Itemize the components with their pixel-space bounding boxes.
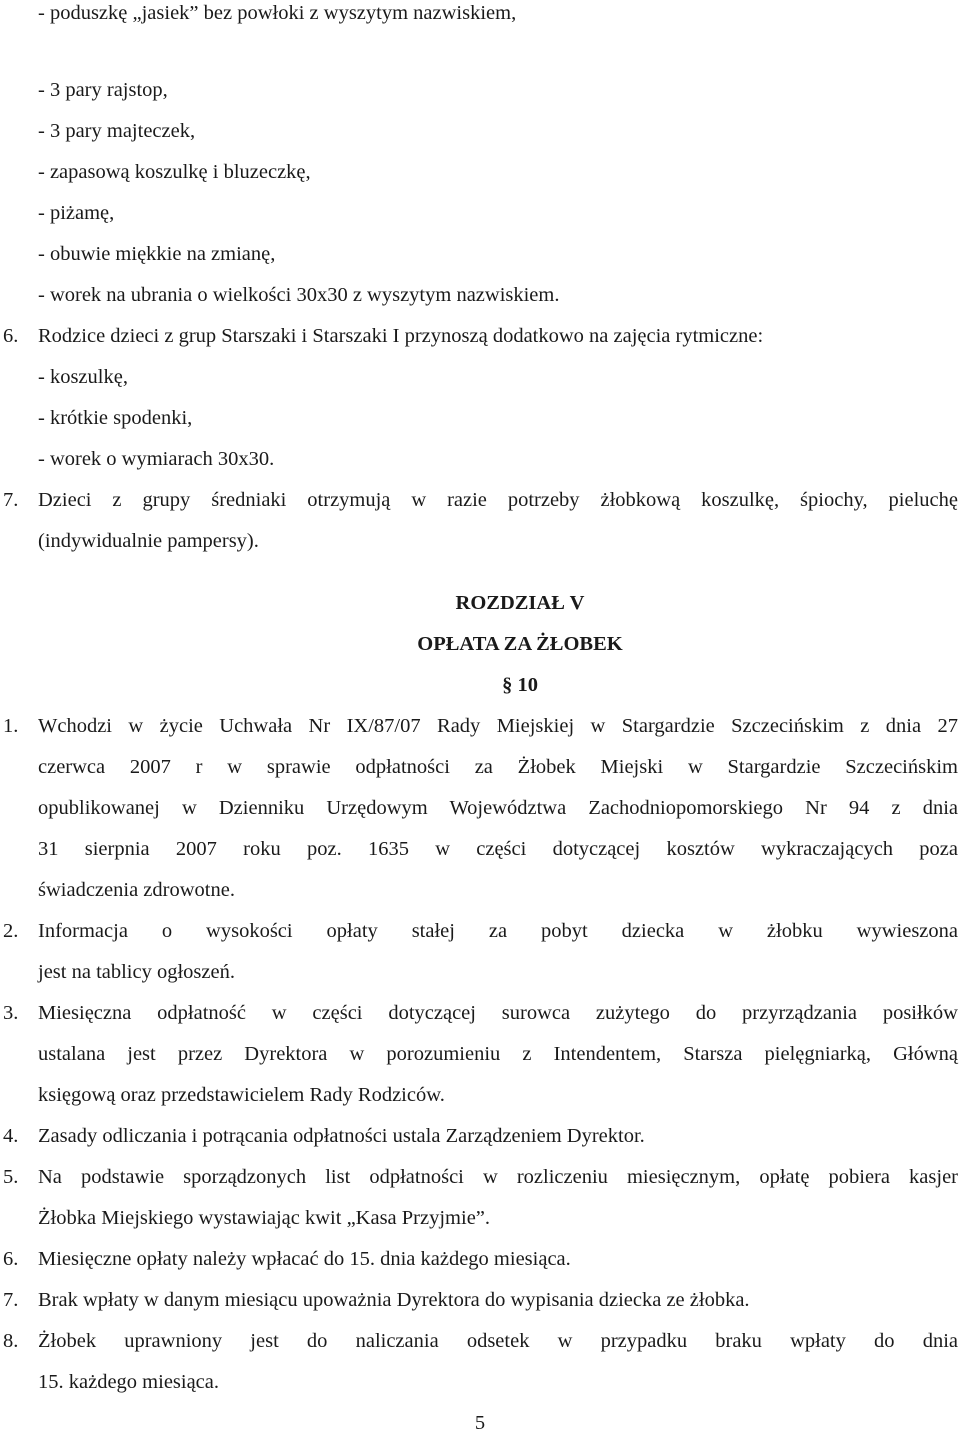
list-item: - koszulkę, [38,366,128,388]
chapter-title: ROZDZIAŁ V [455,592,585,614]
list-item: - 3 pary rajstop, [38,79,168,101]
paragraph-line: Na podstawie sporządzonych list odpłatności w rozliczeniu miesięcznym, opłatę pobiera kasjer [38,1166,958,1188]
paragraph-number: 3. [3,1002,19,1024]
paragraph-line: czerwca 2007 r w sprawie odpłatności za Żłobek Miejski w Stargardzie Szczecińskim [38,756,958,778]
paragraph-number: 2. [3,920,19,942]
paragraph-line: Żłobka Miejskiego wystawiając kwit „Kasa Przyjmie”. [38,1207,491,1229]
item-number: 7. [3,489,19,511]
item-text: (indywidualnie pampersy). [38,530,259,552]
paragraph-number: 8. [3,1330,19,1352]
list-item: - worek na ubrania o wielkości 30x30 z wyszytym nazwiskiem. [38,284,560,306]
paragraph-number: 7. [3,1289,19,1311]
paragraph-line: opublikowanej w Dzienniku Urzędowym Województwa Zachodniopomorskiego Nr 94 z dnia [38,797,958,819]
paragraph-number: 5. [3,1166,19,1188]
paragraph-line: Miesięczne opłaty należy wpłacać do 15. dnia każdego miesiąca. [38,1248,571,1270]
paragraph-line: ustalana jest przez Dyrektora w porozumieniu z Intendentem, Starsza pielęgniarką, Główną [38,1043,958,1065]
item-text: Dzieci z grupy średniaki otrzymują w razie potrzeby żłobkową koszulkę, śpiochy, pieluchę [38,489,958,511]
paragraph-line: jest na tablicy ogłoszeń. [38,961,235,983]
paragraph-number: 1. [3,715,19,737]
section-number: 10 [517,674,538,696]
paragraph-line: Brak wpłaty w danym miesiącu upoważnia Dyrektora do wypisania dziecka ze żłobka. [38,1289,750,1311]
paragraph-line: Wchodzi w życie Uchwała Nr IX/87/07 Rady Miejskiej w Stargardzie Szczecińskim z dnia 27 [38,715,958,737]
list-item: - piżamę, [38,202,115,224]
list-item: - 3 pary majteczek, [38,120,196,142]
paragraph-line: Żłobek uprawniony jest do naliczania odsetek w przypadku braku wpłaty do dnia [38,1330,958,1352]
paragraph-line: Zasady odliczania i potrącania odpłatności ustala Zarządzeniem Dyrektor. [38,1125,645,1147]
list-item: - krótkie spodenki, [38,407,193,429]
paragraph-line: 15. każdego miesiąca. [38,1371,220,1393]
item-text: Rodzice dzieci z grup Starszaki i Starszaki I przynoszą dodatkowo na zajęcia rytmiczne: [38,325,764,347]
section-sign: § [502,674,513,696]
paragraph-line: Informacja o wysokości opłaty stałej za pobyt dziecka w żłobku wywieszona [38,920,958,942]
list-item: - poduszkę „jasiek” bez powłoki z wyszytym nazwiskiem, [38,2,517,24]
paragraph-line: 31 sierpnia 2007 roku poz. 1635 w części dotyczącej kosztów wykraczających poza [38,838,958,860]
list-item: - obuwie miękkie na zmianę, [38,243,276,265]
paragraph-line: Miesięczna odpłatność w części dotyczącej surowca zużytego do przyrządzania posiłków [38,1002,958,1024]
item-number: 6. [3,325,19,347]
list-item: - zapasową koszulkę i bluzeczkę, [38,161,311,183]
paragraph-number: 6. [3,1248,19,1270]
paragraph-number: 4. [3,1125,19,1147]
paragraph-line: świadczenia zdrowotne. [38,879,235,901]
chapter-subtitle: OPŁATA ZA ŻŁOBEK [417,633,623,655]
page-number: 5 [474,1412,486,1434]
paragraph-line: księgową oraz przedstawicielem Rady Rodziców. [38,1084,445,1106]
section-heading [0,672,960,698]
list-item: - worek o wymiarach 30x30. [38,448,275,470]
